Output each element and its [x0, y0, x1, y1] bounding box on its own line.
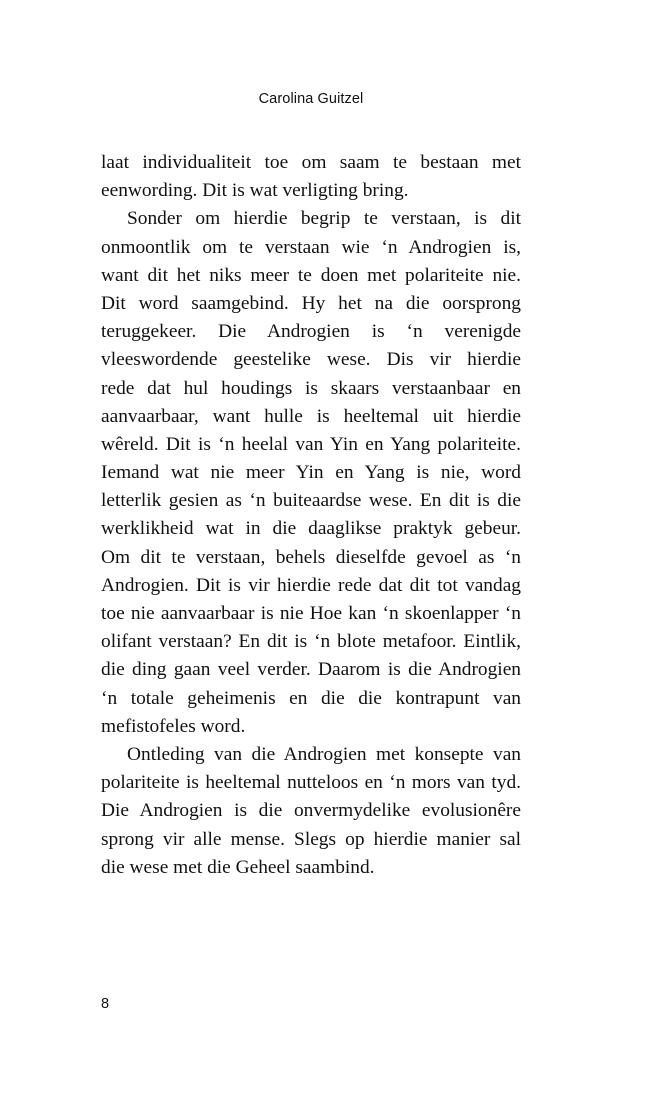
- body-text: [101, 149, 521, 882]
- text-line: toe nie aanvaarbaar is nie Hoe kan ‘n skoenlapper ‘n: [101, 603, 521, 624]
- paragraph-2: [101, 205, 521, 741]
- text-line: Androgien. Dit is vir hierdie rede dat dit tot vandag: [101, 574, 521, 596]
- text-line: teruggekeer. Die Androgien is ‘n verenigde: [101, 321, 521, 343]
- text-line: Ontleding van die Androgien met konsepte van: [127, 743, 521, 765]
- text-line: ‘n totale geheimenis en die die kontrapunt van: [101, 687, 521, 709]
- text-line: want dit het niks meer te doen met polariteite nie.: [101, 264, 521, 286]
- text-line: onmoontlik om te verstaan wie ‘n Androgien is,: [101, 236, 521, 258]
- page-number: 8: [101, 996, 110, 1012]
- text-line: werklikheid wat in die daaglikse praktyk gebeur.: [101, 518, 521, 540]
- text-line: rede dat hul houdings is skaars verstaanbaar en: [101, 377, 521, 399]
- text-line: laat individualiteit toe om saam te bestaan met: [101, 152, 521, 173]
- paragraph-1: [101, 149, 521, 205]
- text-line: letterlik gesien as ‘n buiteaardse wese. En dit is die: [101, 490, 521, 512]
- text-line: Die Androgien is die onvermydelike evolusionêre: [101, 800, 521, 822]
- text-line: eenwording. Dit is wat verligting bring.: [101, 180, 409, 202]
- text-line: Dit word saamgebind. Hy het na die oorsprong: [101, 292, 521, 314]
- running-head-author: Carolina Guitzel: [258, 91, 364, 107]
- text-line: mefistofeles word.: [101, 715, 246, 737]
- text-line: wêreld. Dit is ‘n heelal van Yin en Yang polariteite.: [101, 433, 521, 455]
- text-line: Om dit te verstaan, behels dieselfde gevoel as ‘n: [101, 546, 521, 568]
- text-line: polariteite is heeltemal nutteloos en ‘n mors van tyd.: [101, 772, 521, 794]
- text-line: Sonder om hierdie begrip te verstaan, is dit: [127, 208, 521, 230]
- text-line: aanvaarbaar, want hulle is heeltemal uit hierdie: [101, 405, 521, 427]
- paragraph-3: [101, 741, 521, 882]
- text-line: Iemand wat nie meer Yin en Yang is nie, word: [101, 462, 521, 484]
- text-line: vleeswordende geestelike wese. Dis vir hierdie: [101, 349, 521, 371]
- text-line: olifant verstaan? En dit is ‘n blote metafoor. Eintlik,: [101, 631, 521, 653]
- text-line: die wese met die Geheel saambind.: [101, 856, 375, 878]
- text-line: die ding gaan veel verder. Daarom is die Androgien: [101, 659, 521, 681]
- text-line: sprong vir alle mense. Slegs op hierdie manier sal: [101, 828, 521, 850]
